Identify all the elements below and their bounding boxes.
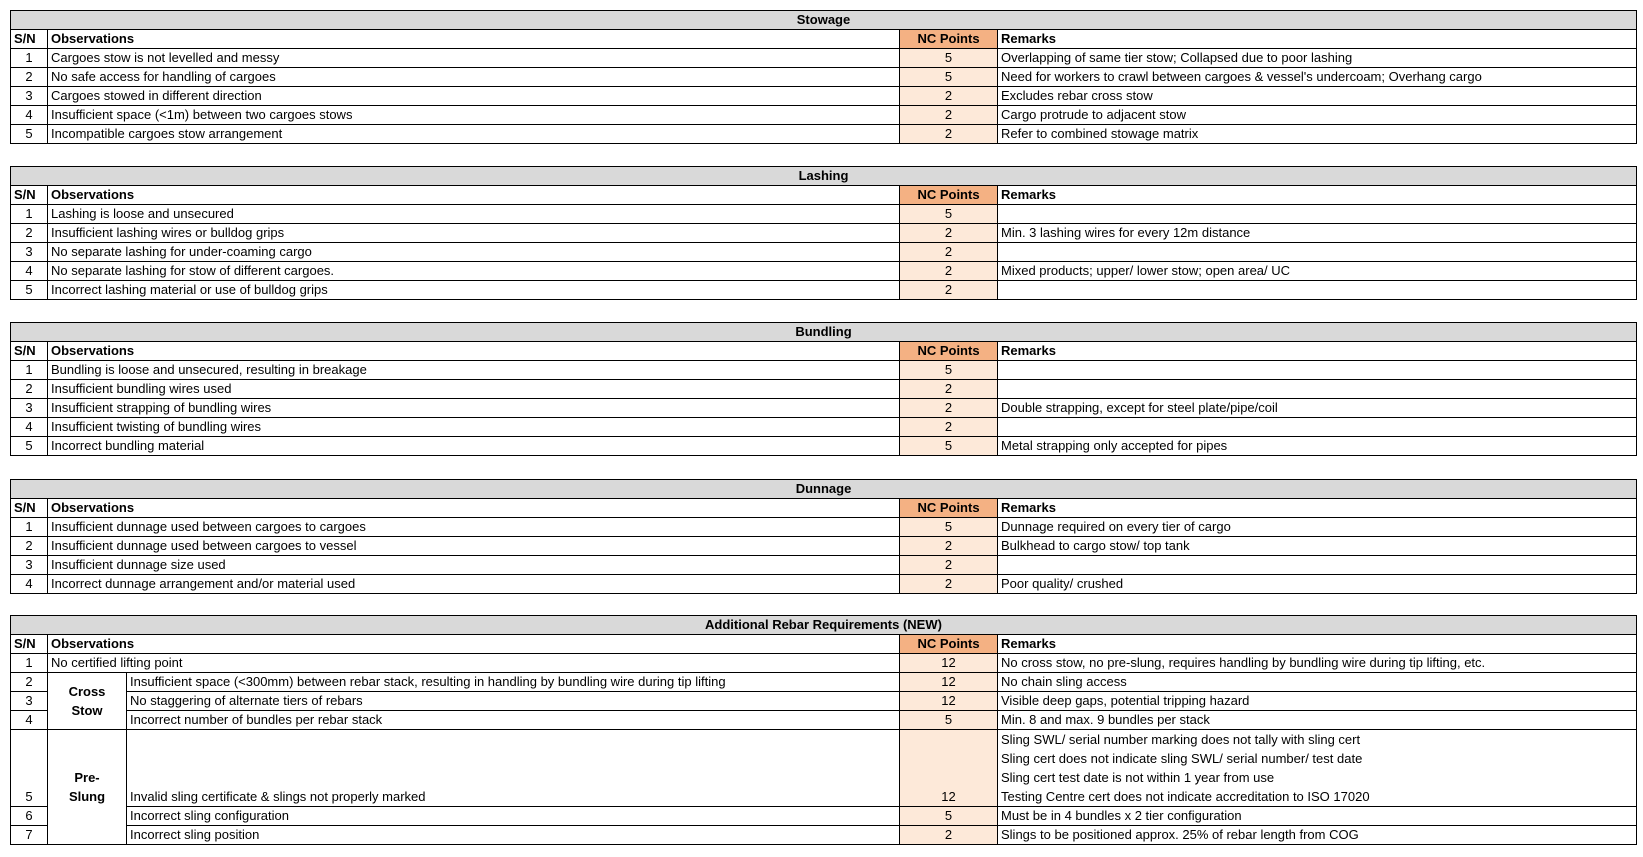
sn-cell: 5 xyxy=(11,125,48,144)
nc-points-cell: 2 xyxy=(900,418,998,437)
remarks-cell xyxy=(998,361,1637,380)
dunnage-section xyxy=(10,479,1637,594)
table-row xyxy=(11,106,1637,125)
table-row xyxy=(11,826,1637,845)
observation-cell: Cargoes stowed in different direction xyxy=(48,87,900,106)
table-row xyxy=(11,654,1637,673)
sn-cell: 4 xyxy=(11,106,48,125)
observation-cell: Incompatible cargoes stow arrangement xyxy=(48,125,900,144)
pre-slung-label-line1: Pre- xyxy=(74,770,100,785)
section-title: Additional Rebar Requirements (NEW) xyxy=(11,616,1637,635)
table-row xyxy=(11,361,1637,380)
observation-cell: No separate lashing for under-coaming cargo xyxy=(48,243,900,262)
lashing-table xyxy=(10,166,1637,300)
cross-stow-label xyxy=(48,673,127,730)
stowage-table xyxy=(10,10,1637,144)
observations-header: Observations xyxy=(48,635,900,654)
nc-points-cell: 2 xyxy=(900,243,998,262)
remarks-cell: Slings to be positioned approx. 25% of rebar length from COG xyxy=(998,826,1637,845)
remarks-cell: Poor quality/ crushed xyxy=(998,575,1637,594)
remarks-cell xyxy=(998,730,1637,807)
sn-header: S/N xyxy=(11,342,48,361)
observation-cell: Insufficient lashing wires or bulldog grips xyxy=(48,224,900,243)
table-row xyxy=(11,68,1637,87)
remarks-cell xyxy=(998,380,1637,399)
nc-points-cell: 2 xyxy=(900,380,998,399)
table-row xyxy=(11,673,1637,692)
rebar-table xyxy=(10,615,1637,845)
bundling-section xyxy=(10,322,1637,456)
observations-header: Observations xyxy=(48,499,900,518)
sn-cell: 5 xyxy=(11,281,48,300)
remarks-header: Remarks xyxy=(998,342,1637,361)
table-row xyxy=(11,692,1637,711)
section-title: Stowage xyxy=(11,11,1637,30)
remark-line: Testing Centre cert does not indicate accreditation to ISO 17020 xyxy=(1001,789,1370,804)
sn-header: S/N xyxy=(11,30,48,49)
table-row xyxy=(11,125,1637,144)
observation-cell: Lashing is loose and unsecured xyxy=(48,205,900,224)
sn-header: S/N xyxy=(11,635,48,654)
sn-cell: 2 xyxy=(11,537,48,556)
nc-points-cell: 2 xyxy=(900,106,998,125)
stowage-section xyxy=(10,10,1637,144)
nc-points-cell: 2 xyxy=(900,399,998,418)
table-row xyxy=(11,224,1637,243)
pre-slung-label-line2: Slung xyxy=(68,789,106,804)
nc-points-cell: 5 xyxy=(900,205,998,224)
sn-cell: 4 xyxy=(11,418,48,437)
table-row xyxy=(11,281,1637,300)
nc-points-cell: 5 xyxy=(900,437,998,456)
nc-points-cell: 12 xyxy=(900,692,998,711)
section-title: Lashing xyxy=(11,167,1637,186)
nc-points-header: NC Points xyxy=(900,635,998,654)
pre-slung-label xyxy=(48,730,127,845)
sn-cell: 4 xyxy=(11,262,48,281)
remark-line: Sling SWL/ serial number marking does not tally with sling cert xyxy=(1001,732,1361,747)
rebar-section xyxy=(10,615,1637,845)
sn-cell: 4 xyxy=(11,575,48,594)
nc-points-cell: 5 xyxy=(900,361,998,380)
table-row xyxy=(11,556,1637,575)
sn-header: S/N xyxy=(11,186,48,205)
remarks-cell: No cross stow, no pre-slung, requires handling by bundling wire during tip lifting, etc. xyxy=(998,654,1637,673)
section-title: Dunnage xyxy=(11,480,1637,499)
sn-cell: 3 xyxy=(11,243,48,262)
remarks-cell: Visible deep gaps, potential tripping hazard xyxy=(998,692,1637,711)
table-row xyxy=(11,399,1637,418)
nc-points-cell: 2 xyxy=(900,537,998,556)
nc-points-cell: 2 xyxy=(900,556,998,575)
observation-cell: Incorrect dunnage arrangement and/or material used xyxy=(48,575,900,594)
observation-cell: No safe access for handling of cargoes xyxy=(48,68,900,87)
sn-cell: 2 xyxy=(11,224,48,243)
sn-cell: 3 xyxy=(11,556,48,575)
remarks-cell: Dunnage required on every tier of cargo xyxy=(998,518,1637,537)
sn-cell: 5 xyxy=(11,437,48,456)
observation-cell: Bundling is loose and unsecured, resulting in breakage xyxy=(48,361,900,380)
header-row xyxy=(11,342,1637,361)
sn-cell: 7 xyxy=(11,826,48,845)
bundling-table xyxy=(10,322,1637,456)
remarks-cell xyxy=(998,243,1637,262)
header-row xyxy=(11,186,1637,205)
table-row xyxy=(11,807,1637,826)
nc-points-cell: 12 xyxy=(900,654,998,673)
cross-stow-label-line1: Cross xyxy=(68,684,106,699)
remarks-cell: Double strapping, except for steel plate/pipe/coil xyxy=(998,399,1637,418)
nc-points-header: NC Points xyxy=(900,499,998,518)
observation-cell: Cargoes stow is not levelled and messy xyxy=(48,49,900,68)
observation-cell: Incorrect number of bundles per rebar stack xyxy=(127,711,900,730)
nc-points-cell: 5 xyxy=(900,711,998,730)
nc-points-cell: 5 xyxy=(900,49,998,68)
table-row xyxy=(11,711,1637,730)
observation-cell: Insufficient dunnage used between cargoes to cargoes xyxy=(48,518,900,537)
header-row xyxy=(11,30,1637,49)
remarks-cell: Need for workers to crawl between cargoes & vessel's undercoam; Overhang cargo xyxy=(998,68,1637,87)
sn-cell: 2 xyxy=(11,673,48,692)
observation-cell: Invalid sling certificate & slings not properly marked xyxy=(127,730,900,807)
sn-cell: 2 xyxy=(11,68,48,87)
nc-points-cell: 5 xyxy=(900,807,998,826)
sn-cell: 4 xyxy=(11,711,48,730)
table-row xyxy=(11,243,1637,262)
remarks-cell: Cargo protrude to adjacent stow xyxy=(998,106,1637,125)
remarks-cell: Must be in 4 bundles x 2 tier configuration xyxy=(998,807,1637,826)
nc-points-header: NC Points xyxy=(900,342,998,361)
remarks-cell xyxy=(998,205,1637,224)
observation-cell: No separate lashing for stow of different cargoes. xyxy=(48,262,900,281)
nc-points-cell: 2 xyxy=(900,575,998,594)
table-row xyxy=(11,575,1637,594)
observation-cell: No certified lifting point xyxy=(48,654,900,673)
section-title: Bundling xyxy=(11,323,1637,342)
observations-header: Observations xyxy=(48,186,900,205)
nc-points-cell: 5 xyxy=(900,518,998,537)
sn-cell: 1 xyxy=(11,205,48,224)
remarks-cell: Metal strapping only accepted for pipes xyxy=(998,437,1637,456)
observation-cell: Insufficient twisting of bundling wires xyxy=(48,418,900,437)
observation-cell: Insufficient space (<1m) between two cargoes stows xyxy=(48,106,900,125)
nc-points-cell: 2 xyxy=(900,262,998,281)
cross-stow-label-line2: Stow xyxy=(71,703,103,718)
remarks-cell xyxy=(998,281,1637,300)
nc-points-header: NC Points xyxy=(900,30,998,49)
observation-cell: Incorrect sling position xyxy=(127,826,900,845)
sn-cell: 3 xyxy=(11,87,48,106)
header-row xyxy=(11,635,1637,654)
nc-points-cell: 2 xyxy=(900,224,998,243)
nc-points-cell: 12 xyxy=(900,730,998,807)
remarks-cell: Bulkhead to cargo stow/ top tank xyxy=(998,537,1637,556)
remarks-cell: Refer to combined stowage matrix xyxy=(998,125,1637,144)
observations-header: Observations xyxy=(48,342,900,361)
remarks-cell: No chain sling access xyxy=(998,673,1637,692)
table-row xyxy=(11,730,1637,807)
sn-cell: 3 xyxy=(11,399,48,418)
lashing-section xyxy=(10,166,1637,300)
table-row xyxy=(11,262,1637,281)
observation-cell: Insufficient space (<300mm) between rebar stack, resulting in handling by bundling wire during tip lifting xyxy=(127,673,900,692)
dunnage-table xyxy=(10,479,1637,594)
sn-cell: 1 xyxy=(11,361,48,380)
nc-points-cell: 2 xyxy=(900,125,998,144)
sn-cell: 1 xyxy=(11,654,48,673)
sn-cell: 2 xyxy=(11,380,48,399)
remarks-cell: Mixed products; upper/ lower stow; open area/ UC xyxy=(998,262,1637,281)
remarks-cell: Excludes rebar cross stow xyxy=(998,87,1637,106)
table-row xyxy=(11,418,1637,437)
table-row xyxy=(11,87,1637,106)
observation-cell: Insufficient strapping of bundling wires xyxy=(48,399,900,418)
remarks-cell: Overlapping of same tier stow; Collapsed due to poor lashing xyxy=(998,49,1637,68)
sn-cell: 5 xyxy=(11,730,48,807)
remarks-cell: Min. 8 and max. 9 bundles per stack xyxy=(998,711,1637,730)
observations-header: Observations xyxy=(48,30,900,49)
observation-cell: Incorrect sling configuration xyxy=(127,807,900,826)
observation-cell: Insufficient dunnage used between cargoes to vessel xyxy=(48,537,900,556)
table-row xyxy=(11,380,1637,399)
observation-cell: Insufficient bundling wires used xyxy=(48,380,900,399)
nc-points-header: NC Points xyxy=(900,186,998,205)
nc-points-cell: 2 xyxy=(900,826,998,845)
observation-cell: Incorrect lashing material or use of bulldog grips xyxy=(48,281,900,300)
remarks-header: Remarks xyxy=(998,186,1637,205)
header-row xyxy=(11,499,1637,518)
table-row xyxy=(11,205,1637,224)
nc-points-cell: 12 xyxy=(900,673,998,692)
sn-cell: 1 xyxy=(11,49,48,68)
sn-cell: 3 xyxy=(11,692,48,711)
remarks-header: Remarks xyxy=(998,635,1637,654)
remarks-header: Remarks xyxy=(998,30,1637,49)
sn-cell: 1 xyxy=(11,518,48,537)
nc-points-cell: 2 xyxy=(900,281,998,300)
remarks-cell xyxy=(998,418,1637,437)
table-row xyxy=(11,537,1637,556)
remarks-cell xyxy=(998,556,1637,575)
remarks-header: Remarks xyxy=(998,499,1637,518)
nc-points-cell: 5 xyxy=(900,68,998,87)
sn-cell: 6 xyxy=(11,807,48,826)
observation-cell: Incorrect bundling material xyxy=(48,437,900,456)
remarks-cell: Min. 3 lashing wires for every 12m distance xyxy=(998,224,1637,243)
observation-cell: No staggering of alternate tiers of rebars xyxy=(127,692,900,711)
table-row xyxy=(11,518,1637,537)
remark-line: Sling cert test date is not within 1 year from use xyxy=(1001,770,1275,785)
sn-header: S/N xyxy=(11,499,48,518)
table-row xyxy=(11,49,1637,68)
table-row xyxy=(11,437,1637,456)
nc-points-cell: 2 xyxy=(900,87,998,106)
remark-line: Sling cert does not indicate sling SWL/ serial number/ test date xyxy=(1001,751,1363,766)
observation-cell: Insufficient dunnage size used xyxy=(48,556,900,575)
